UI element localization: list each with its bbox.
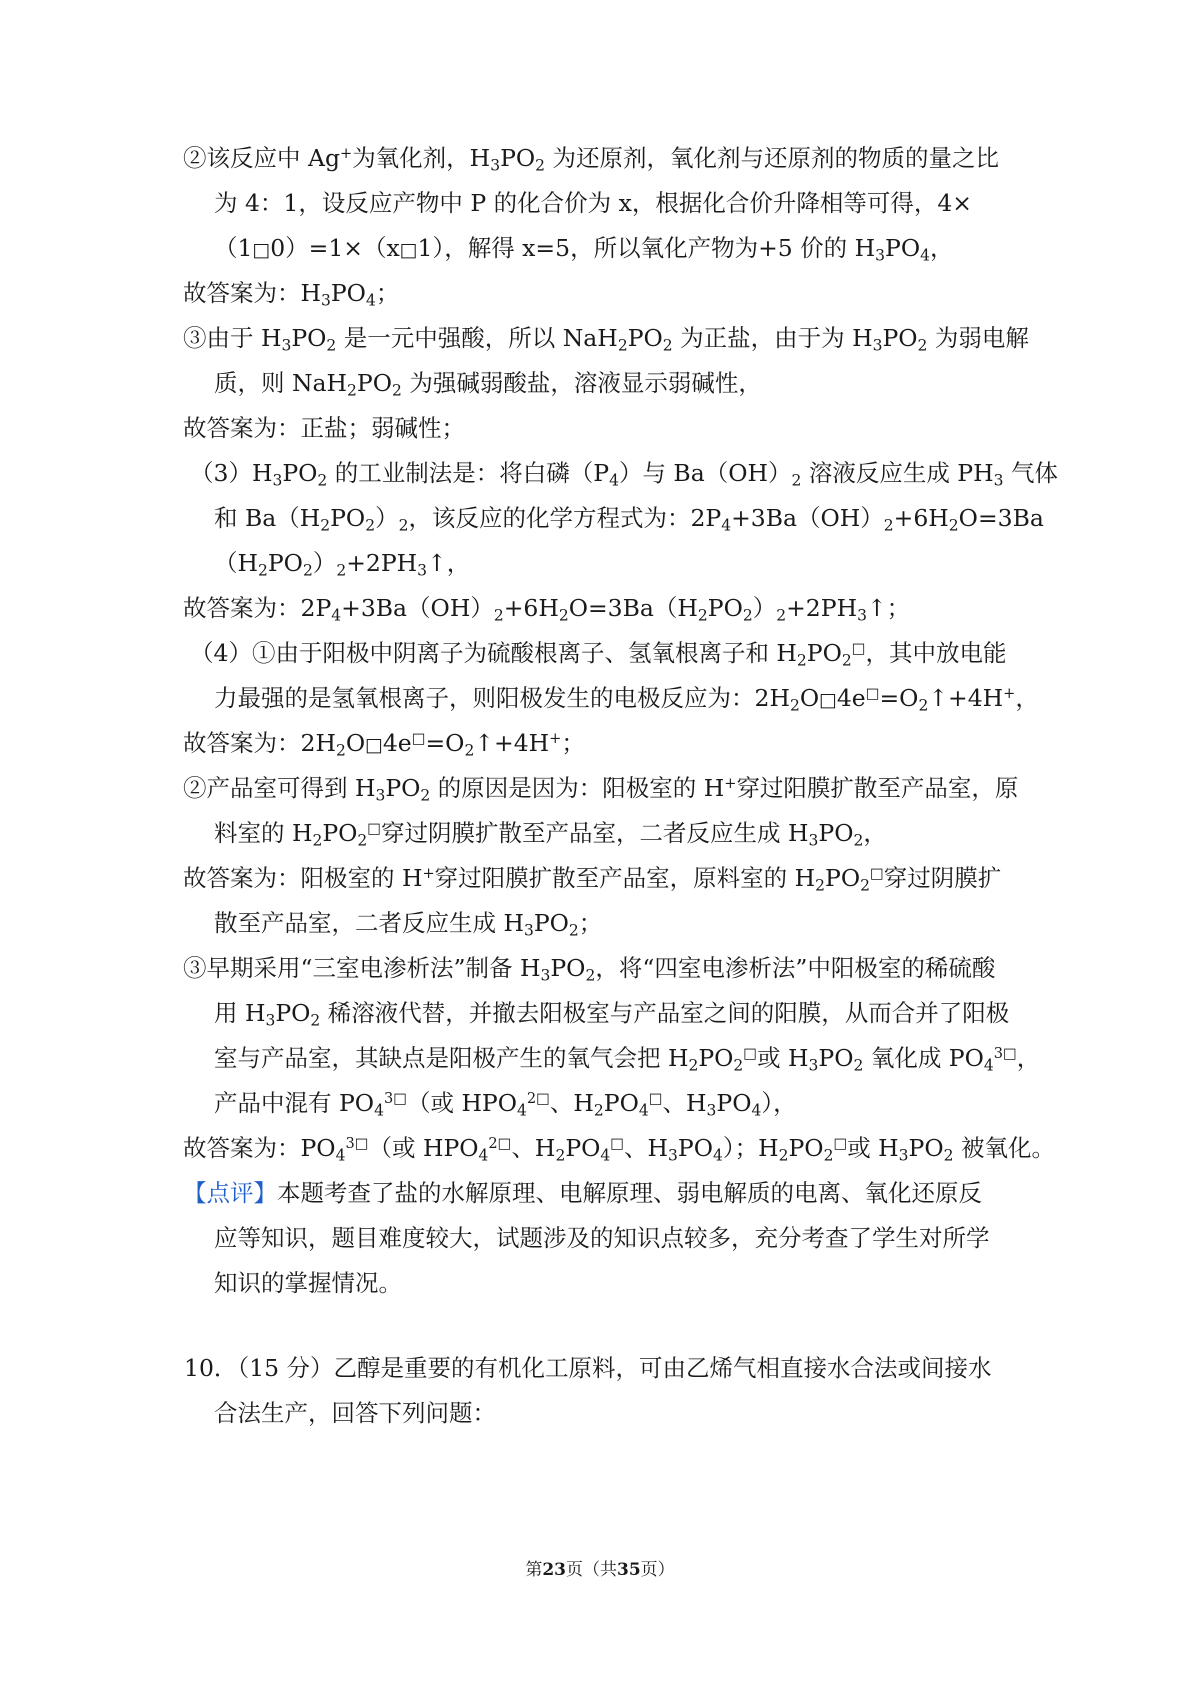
review-line: 知识的掌握情况。 [214, 1269, 402, 1297]
text-line: 和 $Ba(H_2PO_2)_2$，该反应的化学方程式为：$2P_4+3Ba(OH)_2+6H_2O=3Ba$ [214, 504, 1044, 535]
text-line: 力最强的是氢氧根离子，则阳极发生的电极反应为：$2H_2O□4e^□=O_2↑+4H^+$， [214, 684, 1039, 715]
text-line: 室与产品室，其缺点是阳极产生的氧气会把 $H_2PO_2^□$或 $H_3PO_2$ 氧化成 $PO_4^{3□}$， [214, 1044, 1041, 1075]
review-tag: 【点评】 [183, 1179, 277, 1207]
answer-line: 散至产品室，二者反应生成 $H_3PO_2$； [214, 909, 603, 940]
text-line: ③由于 $H_3PO_2$ 是一元中强酸，所以 $NaH_2PO_2$ 为正盐，由于为 $H_3PO_2$ 为弱电解 [183, 324, 1029, 355]
text-line: 料室的 $H_2PO_2^□$穿过阴膜扩散至产品室，二者反应生成 $H_3PO_2$， [214, 819, 887, 850]
answer-line: 故答案为：阳极室的 H+穿过阳膜扩散至产品室，原料室的 $H_2PO_2^□$穿过阴膜扩 [183, 864, 1002, 895]
question-line: 10．（15 分）乙醇是重要的有机化工原料，可由乙烯气相直接水合法或间接水 [184, 1354, 992, 1382]
review-line: 应等知识，题目难度较大，试题涉及的知识点较多，充分考查了学生对所学 [214, 1224, 990, 1252]
text-line: ③早期采用“三室电渗析法”制备 $H_3PO_2$，将“四室电渗析法”中阳极室的稀硫酸 [183, 954, 996, 985]
text-line: 用 $H_3PO_2$ 稀溶液代替，并撤去阳极室与产品室之间的阳膜，从而合并了阳极 [214, 999, 1010, 1030]
text-line: ②该反应中 Ag+为氧化剂，$H_3PO_2$ 为还原剂，氧化剂与还原剂的物质的量之比 [183, 144, 999, 175]
review-line: 【点评】本题考查了盐的水解原理、电解原理、弱电解质的电离、氧化还原反 [183, 1179, 982, 1207]
page-number: 23 [542, 1560, 566, 1580]
answer-line: 故答案为：正盐；弱碱性； [183, 414, 465, 442]
answer-line: 故答案为：$H_3PO_4$； [183, 279, 400, 310]
answer-line: 故答案为：$2P_4+3Ba(OH)_2+6H_2O=3Ba(H_2PO_2)_2+2PH_3↑$； [183, 594, 911, 625]
text-line: 产品中混有 $PO_4^{3□}$（或 $HPO_4^{2□}$、$H_2PO_4^□$、$H_3PO_4$）， [214, 1089, 797, 1120]
text-line: 质，则 $NaH_2PO_2$ 为强碱弱酸盐，溶液显示弱碱性， [214, 369, 762, 400]
page-footer: 第23页（共35页） [525, 1560, 675, 1580]
answer-line: 故答案为：$PO_4^{3□}$（或 $HPO_4^{2□}$、$H_2PO_4^□$、$H_3PO_4$）；$H_2PO_2^□$或 $H_3PO_2$ 被氧化。 [183, 1134, 1055, 1165]
text-line: 为 4：1，设反应产物中 P 的化合价为 x，根据化合价升降相等可得，4× [214, 189, 972, 217]
text-line: $(3)H_3PO_2$ 的工业制法是：将白磷$(P_4)$与 $Ba(OH)_2$ 溶液反应生成 $PH_3$ 气体 [190, 459, 1058, 490]
question-line: 合法生产，回答下列问题： [214, 1399, 496, 1427]
answer-line: 故答案为：$2H_2O□4e^□=O_2↑+4H^+$； [183, 729, 585, 760]
text-line: $(H_2PO_2)_2+2PH_3↑$， [214, 549, 471, 580]
text-line: （1□0）=1×（x□1），解得 x=5，所以氧化产物为+5 价的 $H_3PO_4$， [214, 234, 954, 265]
page-total: 35 [617, 1560, 641, 1580]
text-line: （4）①由于阳极中阴离子为硫酸根离子、氢氧根离子和 $H_2PO_2^□$，其中放电能 [190, 639, 1007, 670]
text-line: ②产品室可得到 $H_3PO_2$ 的原因是因为：阳极室的 H+穿过阳膜扩散至产品室，原 [183, 774, 1019, 805]
